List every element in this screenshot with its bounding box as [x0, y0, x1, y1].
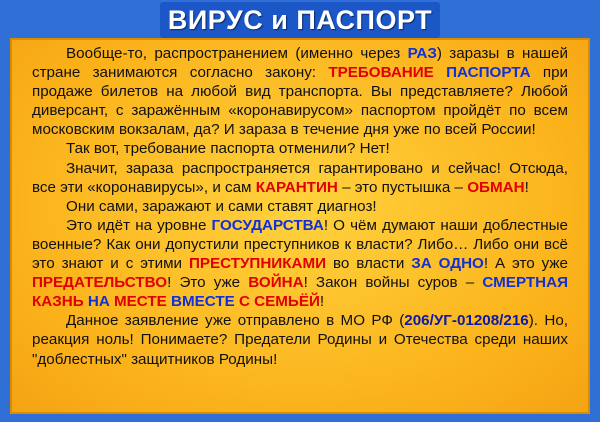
text-run: Вообще-то, распространением (именно через [66, 45, 408, 62]
text-panel [10, 38, 590, 414]
highlight-voina: ВОЙНА [248, 274, 304, 292]
highlight-predatelstvo: ПРЕДАТЕЛЬСТВО [32, 274, 168, 292]
text-run: ! О чём думают наши доблестные военные? Как они допустили преступников к власти? Либо… Либо они всё это знают и с этими [32, 216, 568, 273]
text-run: при продаже билетов на любой вид транспорта. Вы представляете? Любой диверсант, с заражённым «коронавирусом» паспортом пройдёт по всем московским вокзалам, да? И зараза в течение дня уже по всей России! [32, 64, 569, 139]
highlight-kazn: КАЗНЬ [32, 293, 84, 311]
highlight-document-number: 206/УГ-01208/216 [404, 312, 529, 330]
text-run: ! Это уже [167, 274, 249, 292]
highlight-s-semyoi: С СЕМЬЁЙ [238, 293, 320, 311]
text-run: Данное заявление уже отправлено в МО РФ ( [66, 312, 405, 330]
highlight-smertnaya: СМЕРТНАЯ [482, 274, 568, 292]
text-run: ). Но, реакция ноль! Понимаете? Предатели Родины и Отечества среди наших "доблестных" защитников Родины! [32, 312, 568, 368]
paragraph-2: Так вот, требование паспорта отменили? Нет! [66, 140, 390, 158]
paragraph-5 [32, 216, 568, 311]
highlight-meste: МЕСТЕ [114, 293, 167, 311]
text-run: ! А это уже [483, 255, 568, 273]
text-run: ) заразы в нашей стране занимаются согласно закону: [32, 45, 568, 82]
paragraph-6 [32, 311, 568, 368]
paragraph-4: Они сами, заражают и сами ставят диагноз! [66, 197, 377, 215]
highlight-gosudarstva: ГОСУДАРСТВА [211, 216, 324, 234]
highlight-vmeste: ВМЕСТЕ [166, 293, 239, 311]
text-run: ! Закон войны суров – [303, 274, 483, 292]
text-run: – это пустышка – [337, 178, 468, 196]
text-run: Значит, зараза распространяется гарантировано и сейчас! Отсюда, все эти «коронавирусы», и сам [32, 159, 568, 196]
text-run: ! [319, 293, 325, 311]
highlight-trebovanie: ТРЕБОВАНИЕ [328, 64, 434, 82]
paragraph-3 [32, 159, 568, 197]
highlight-na: НА [83, 293, 115, 311]
highlight-pasporta: ПАСПОРТА [446, 64, 531, 82]
highlight-obman: ОБМАН [467, 178, 525, 196]
highlight-za-odno: ЗА ОДНО [411, 255, 484, 273]
text-run: Это идёт на уровне [66, 216, 212, 234]
text-run: ! [524, 178, 529, 196]
text-run: во власти [326, 255, 412, 273]
highlight-karantin: КАРАНТИН [255, 178, 338, 196]
highlight-prestupnikami: ПРЕСТУПНИКАМИ [188, 255, 327, 273]
paragraph-1 [32, 44, 568, 139]
poster-title: ВИРУС и ПАСПОРТ [167, 4, 433, 35]
title-bar [160, 2, 440, 38]
highlight-raz: РАЗ [407, 45, 437, 62]
